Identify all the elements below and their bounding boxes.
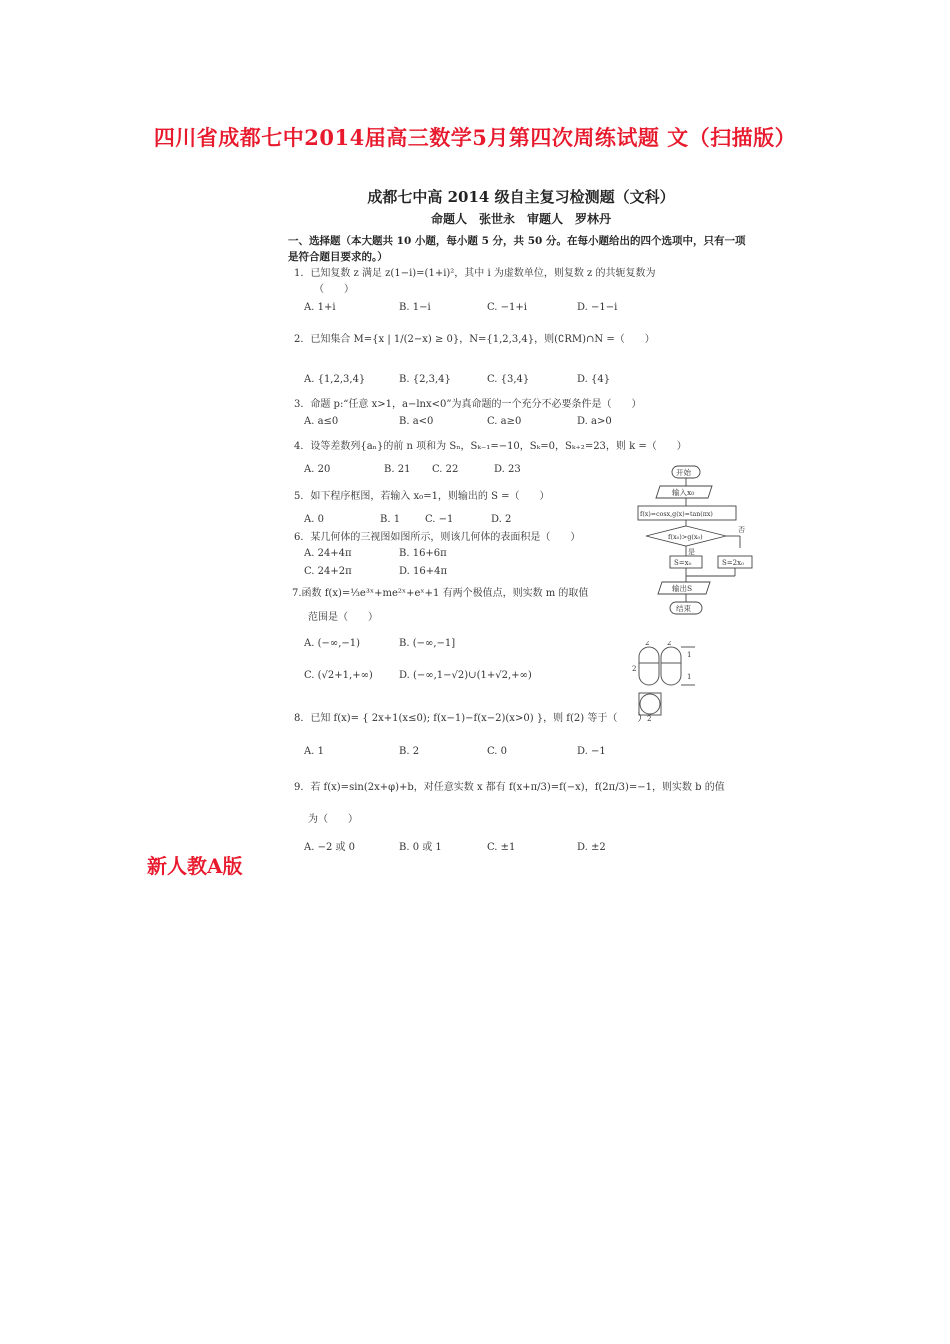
flow-left-label: S=x₀ bbox=[674, 559, 692, 567]
option: C. ±1 bbox=[487, 842, 516, 853]
dim-label: 2 bbox=[645, 641, 650, 647]
exam-authors: 命题人 张世永 审题人 罗林丹 bbox=[430, 212, 611, 226]
question-8-options bbox=[304, 746, 606, 757]
option: B. 1 bbox=[380, 514, 401, 525]
option: B. 2 bbox=[399, 746, 420, 757]
flow-assign-label: f(x)=cosx,g(x)=tan(πx) bbox=[640, 511, 713, 518]
question-7-stem: 7.函数 f(x)=⅓e³ˣ+me²ˣ+eˣ+1 有两个极值点，则实数 m 的取值 bbox=[292, 588, 589, 599]
option: B. {2,3,4} bbox=[399, 374, 451, 385]
question-5-stem: 5．如下程序框图，若输入 x₀=1，则输出的 S =（ ） bbox=[294, 491, 550, 502]
option: C. −1 bbox=[425, 514, 454, 525]
flow-end-label: 结束 bbox=[676, 604, 691, 613]
option: B. 16+6π bbox=[399, 548, 447, 559]
option: C. (√2+1,+∞) bbox=[304, 670, 373, 681]
question-7-options-ab bbox=[304, 638, 455, 649]
dim-label: 2 bbox=[667, 641, 672, 647]
question-7-options-cd bbox=[304, 670, 532, 681]
option: B. 21 bbox=[384, 464, 411, 475]
question-6-options-cd bbox=[304, 566, 447, 577]
flow-output-label: 输出S bbox=[672, 584, 693, 593]
question-4-options bbox=[304, 464, 521, 475]
option: B. 0 或 1 bbox=[399, 842, 442, 853]
question-3-stem: 3．命题 p:“任意 x>1，a−lnx<0”为真命题的一个充分不必要条件是（ ） bbox=[294, 399, 642, 410]
page-title: 四川省成都七中2014届高三数学5月第四次周练试题 文（扫描版） bbox=[153, 125, 797, 150]
option: D. −1 bbox=[577, 746, 606, 757]
dim-label: 2 bbox=[647, 715, 652, 721]
question-9-options bbox=[304, 838, 606, 853]
footer-note: 新人教A版 bbox=[147, 854, 243, 878]
option: D. 2 bbox=[491, 514, 512, 525]
question-2-stem: 2．已知集合 M={x | 1/(2−x) ≥ 0}，N={1,2,3,4}，则(∁RM)∩N =（ ） bbox=[294, 334, 655, 345]
option: B. 1−i bbox=[399, 302, 431, 313]
question-7-stem-cont: 范围是（ ） bbox=[308, 612, 378, 623]
option: D. a>0 bbox=[577, 416, 612, 427]
option: D. 23 bbox=[494, 464, 521, 475]
question-3-options bbox=[304, 416, 612, 427]
option: C. {3,4} bbox=[487, 374, 530, 385]
option: C. a≥0 bbox=[487, 416, 522, 427]
option: A. (−∞,−1) bbox=[304, 638, 361, 649]
option: D. {4} bbox=[577, 374, 611, 385]
question-4-stem: 4．设等差数列{aₙ}的前 n 项和为 Sₙ，Sₖ₋₁=−10，Sₖ=0，Sₖ₊₂=23，则 k =（ ） bbox=[294, 441, 687, 452]
option: A. 1 bbox=[304, 746, 324, 757]
option: D. 16+4π bbox=[399, 566, 448, 577]
section-heading: 一、选择题（本大题共 10 小题，每小题 5 分，共 50 分。在每小题给出的四个选项中，只有一项是符合题目要求的。） bbox=[288, 235, 746, 263]
flow-yes-label: 是 bbox=[688, 548, 695, 556]
flow-input-label: 输入x₀ bbox=[672, 488, 695, 497]
option: A. a≤0 bbox=[304, 416, 339, 427]
option: A. 20 bbox=[304, 464, 331, 475]
question-2-options bbox=[304, 374, 610, 385]
option: D. (−∞,1−√2)∪(1+√2,+∞) bbox=[399, 670, 532, 681]
flow-start-label: 开始 bbox=[676, 468, 691, 477]
three-view-diagram bbox=[631, 641, 701, 721]
option: A. 0 bbox=[304, 514, 324, 525]
question-6-stem: 6．某几何体的三视图如图所示，则该几何体的表面积是（ ） bbox=[294, 532, 581, 543]
exam-title: 成都七中高 2014 级自主复习检测题（文科） bbox=[367, 188, 675, 206]
option: A. 1+i bbox=[304, 302, 336, 313]
flow-condition-label: f(x₀)>g(x₀) bbox=[668, 533, 703, 541]
flow-right-label: S=2x₀ bbox=[722, 559, 744, 567]
question-9-stem: 9．若 f(x)=sin(2x+φ)+b，对任意实数 x 都有 f(x+π/3)=f(−x)，f(2π/3)=−1，则实数 b 的值 bbox=[294, 782, 725, 793]
question-1-stem: 1．已知复数 z 满足 z(1−i)=(1+i)²，其中 i 为虚数单位，则复数 z 的共轭复数为 bbox=[294, 268, 656, 279]
option: C. 0 bbox=[487, 746, 508, 757]
option: A. 24+4π bbox=[304, 548, 352, 559]
dim-label: 2 bbox=[632, 665, 637, 673]
question-6-options-ab bbox=[304, 548, 447, 559]
option: C. 24+2π bbox=[304, 566, 352, 577]
option: A. {1,2,3,4} bbox=[304, 374, 366, 385]
option: B. (−∞,−1] bbox=[399, 638, 456, 649]
question-1-stem-cont: （ ） bbox=[314, 284, 354, 295]
dim-label: 1 bbox=[687, 673, 692, 681]
option: D. ±2 bbox=[577, 842, 606, 853]
question-9-stem-cont: 为（ ） bbox=[308, 814, 358, 825]
scanned-exam-image bbox=[286, 186, 756, 851]
flow-no-label: 否 bbox=[738, 526, 745, 534]
option: D. −1−i bbox=[577, 302, 618, 313]
question-5-options bbox=[304, 514, 511, 525]
option: A. −2 或 0 bbox=[304, 842, 356, 853]
option: B. a<0 bbox=[399, 416, 434, 427]
dim-label: 1 bbox=[687, 651, 692, 659]
option: C. −1+i bbox=[487, 302, 527, 313]
program-flowchart bbox=[634, 464, 756, 624]
question-1-options bbox=[304, 302, 617, 313]
question-8-stem: 8．已知 f(x)= { 2x+1(x≤0); f(x−1)−f(x−2)(x>0) }，则 f(2) 等于（ ） bbox=[294, 713, 648, 724]
option: C. 22 bbox=[432, 464, 459, 475]
